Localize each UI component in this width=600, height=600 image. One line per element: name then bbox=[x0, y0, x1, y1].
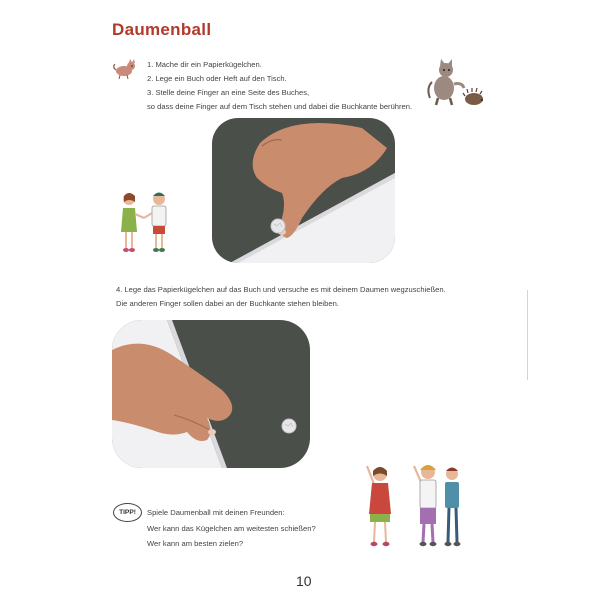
three-children-waving-illustration bbox=[362, 458, 466, 550]
tip-badge: TIPP! bbox=[113, 503, 142, 522]
step-4-continued: Die anderen Finger sollen dabei an der Buchkante stehen bleiben. bbox=[116, 299, 339, 308]
step-3: 3. Stelle deine Finger an eine Seite des Buches, bbox=[147, 88, 310, 97]
step-3-continued: so dass deine Finger auf dem Tisch stehen und dabei die Buchkante berühren. bbox=[147, 102, 413, 111]
photo-fingers-on-book-edge bbox=[212, 118, 395, 263]
tip-line-2: Wer kann das Kügelchen am weitesten schießen? bbox=[147, 524, 316, 533]
cat-with-hedgehog-illustration bbox=[424, 58, 486, 108]
step-1: 1. Mache dir ein Papierkügelchen. bbox=[147, 60, 262, 69]
two-children-shaking-hands-illustration bbox=[116, 190, 174, 256]
step-4: 4. Lege das Papierkügelchen auf das Buch und versuche es mit deinem Daumen wegzuschießen. bbox=[116, 285, 446, 294]
tip-line-3: Wer kann am besten zielen? bbox=[147, 539, 244, 548]
page-number: 10 bbox=[296, 573, 312, 589]
tip-line-1: Spiele Daumenball mit deinen Freunden: bbox=[147, 508, 285, 517]
page-title: Daumenball bbox=[112, 20, 212, 39]
page-edge-line bbox=[527, 290, 528, 380]
cat-and-mouse-illustration bbox=[112, 58, 138, 80]
step-2: 2. Lege ein Buch oder Heft auf den Tisch. bbox=[147, 74, 287, 83]
photo-thumb-flicking-ball bbox=[112, 320, 310, 468]
